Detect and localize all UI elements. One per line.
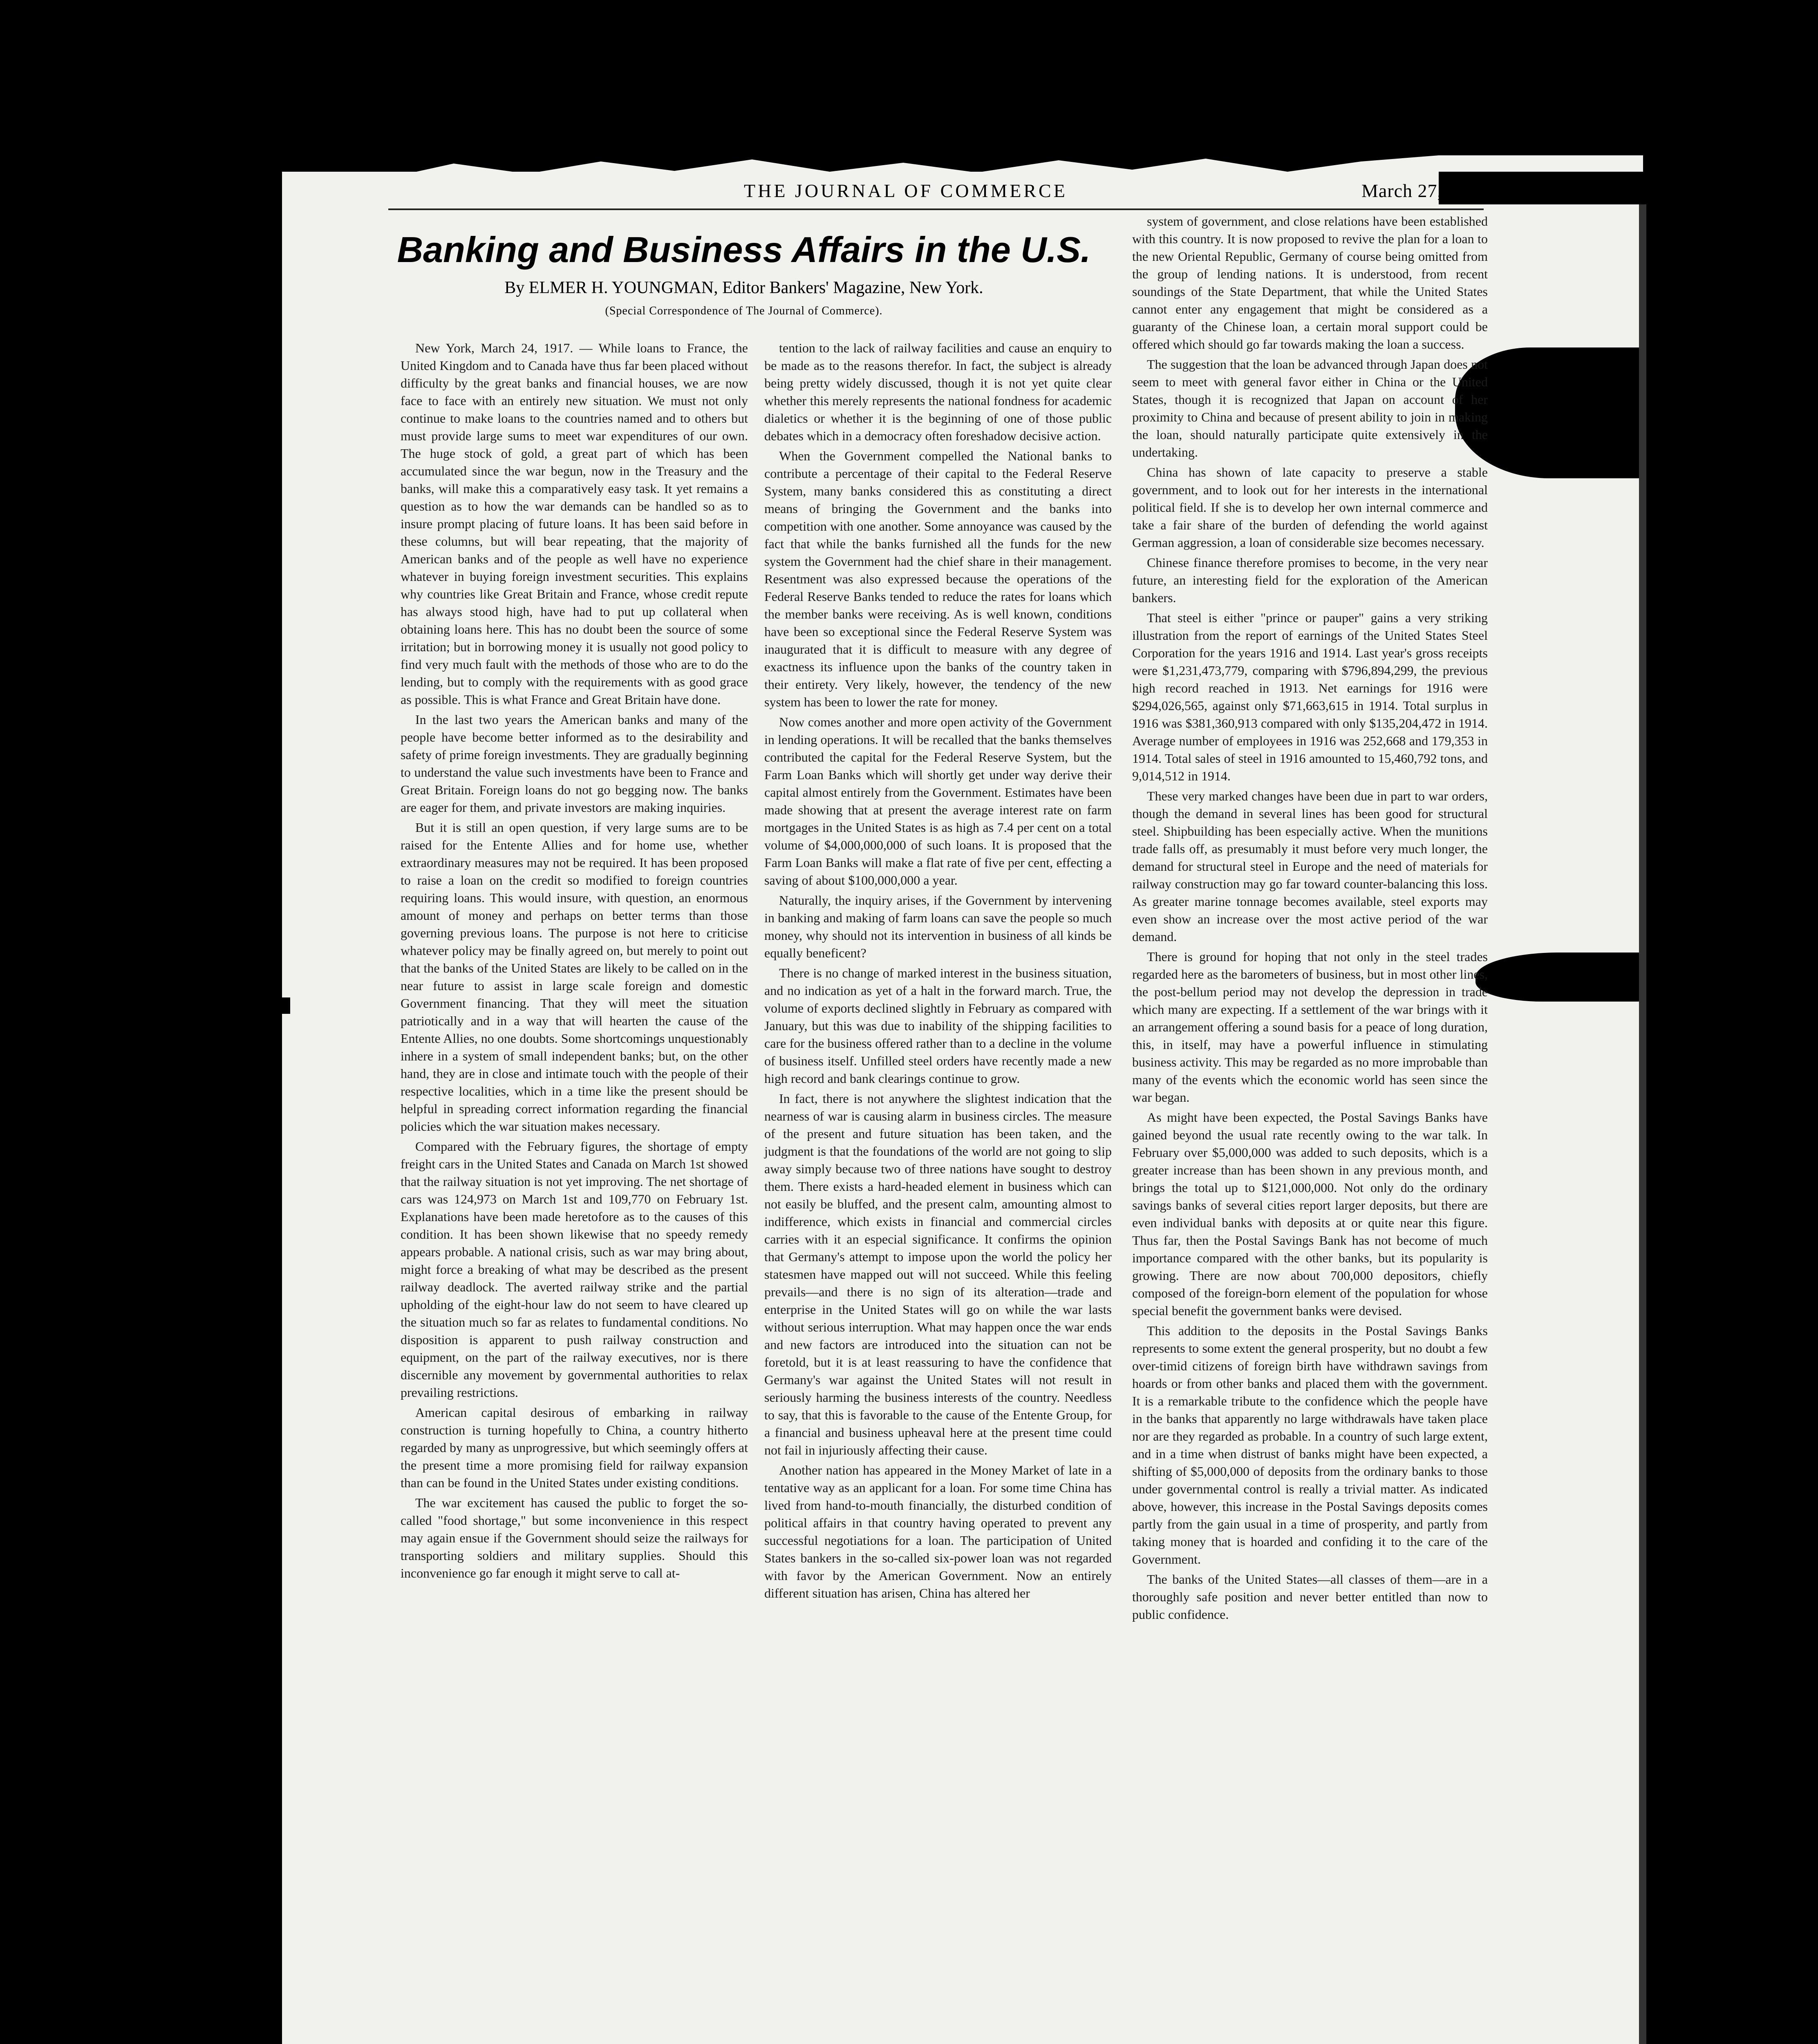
torn-hole (1475, 953, 1643, 1002)
issue-date: March 27, 1917. (1361, 180, 1492, 201)
paragraph: Compared with the February figures, the shortage of empty freight cars in the United States and Canada on March 1st showed that the railway situation is not yet improving. The net shortage of cars was 124,973 on March 1st and 109,770 on February 1st. Explanations have been made heretofore as to the causes of this condition. It has been shown likewise that no speedy remedy appears probable. A national crisis, such as war may bring about, might force a breaking of what may be described as the present railway deadlock. The averted railway strike and the partial upholding of the eight-hour law do not seem to have cleared up the situation much so far as relates to fundamental conditions. No disposition is apparent to push railway construction and equipment, on the part of the railway executives, nor is there discernible any movement by governmental authorities to relax prevailing restrictions. (401, 1139, 748, 1400)
paragraph: system of government, and close relations have been established with this country. It is now proposed to revive the plan for a loan to the new Oriental Republic, Germany of course being omitted from the group of lending nations. It is understood, from recent soundings of the State Department, that while the United States cannot enter any engagement that might be considered as a guaranty of the Chinese loan, a certain moral support could be offered which should go far towards making the loan a success. (1132, 214, 1488, 352)
article-column-3 (1132, 213, 1488, 1626)
header-rule (388, 208, 1484, 210)
paragraph: But it is still an open question, if very large sums are to be raised for the Entente Allies and for home use, whether extraordinary measures may not be required. It has been proposed to raise a loan on the credit so modified to foreign countries requiring loans. This would insure, with question, an enormous amount of money and perhaps on better terms than those governing previous loans. The purpose is not here to criticise whatever policy may be finally agreed on, but merely to point out that the banks of the United States are likely to be called on in the near future to assist in large scale foreign and domestic Government financing. That they will meet the situation patriotically and in a way that will hearten the cause of the Entente Allies, no one doubts. Some shortcomings unquestionably inhere in a system of small independent banks; but, on the other hand, they are in close and intimate touch with the people of their respective localities, which in a time like the present should be helpful in spreading correct information regarding the financial policies which the war situation makes necessary. (401, 820, 748, 1134)
paragraph: The suggestion that the loan be advanced through Japan does not seem to meet with general favor either in China or the United States, though it is recognized that Japan on account of her proximity to China and because of present ability to join in making the loan, should naturally participate quite extensively in the undertaking. (1132, 357, 1488, 459)
torn-notch (282, 997, 290, 1014)
article-byline: By ELMER H. YOUNGMAN, Editor Bankers' Magazine, New York. (504, 278, 983, 297)
masthead (388, 180, 1492, 204)
paragraph: This addition to the deposits in the Postal Savings Banks represents to some extent the general prosperity, but no doubt a few over-timid citizens of foreign birth have withdrawn savings from hoards or from other banks and placed them with the government. It is a remarkable tribute to the confidence which the people have in the banks that apparently no large withdrawals have taken place nor are they regarded as probable. In a country of such large extent, and in a time when distrust of banks might have been expected, a shifting of $5,000,000 of deposits from the ordinary banks to those under governmental control is really a trivial matter. As indicated above, however, this increase in the Postal Savings deposits comes partly from the gain usual in a time of prosperity, and partly from taking money that is hoarded and confiding it to the care of the Government. (1132, 1323, 1488, 1567)
paragraph: These very marked changes have been due in part to war orders, though the demand in several lines has been good for structural steel. Shipbuilding has been especially active. When the munitions trade falls off, as presumably it must before very much longer, the demand for structural steel in Europe and the need of materials for railway construction may go far toward counter-balancing this loss. As greater marine tonnage becomes available, steel exports may even show an increase over the most active period of the war demand. (1132, 789, 1488, 944)
article-dateline-note: (Special Correspondence of The Journal of Commerce). (605, 305, 883, 317)
paragraph: tention to the lack of railway facilities and cause an enquiry to be made as to the reasons therefor. In fact, the subject is already being pretty widely discussed, though it is not yet quite clear whether this merely represents the national fondness for academic dialetics or whether it is the beginning of one of those public debates which in a democracy often foreshadow decisive action. (764, 341, 1112, 443)
paragraph: That steel is either "prince or pauper" gains a very striking illustration from the report of earnings of the United States Steel Corporation for the years 1916 and 1914. Last year's gross receipts were $1,231,473,779, comparing with $796,894,299, the previous high record reached in 1913. Net earnings for 1916 were $294,026,565, against only $71,663,615 in 1914. Total surplus in 1916 was $381,360,913 compared with only $135,204,472 in 1914. Average number of employees in 1916 was 252,668 and 179,353 in 1914. Total sales of steel in 1916 amounted to 15,460,792 tons, and 9,014,512 in 1914. (1132, 610, 1488, 783)
article-column-1 (401, 339, 748, 1585)
paragraph: The banks of the United States—all classes of them—are in a thoroughly safe position and never better entitled than now to public confidence. (1132, 1572, 1488, 1622)
paragraph: When the Government compelled the National banks to contribute a percentage of their capital to the Federal Reserve System, many banks considered this as constituting a direct means of bringing the Government and the banks into competition with one another. Some annoyance was caused by the fact that while the banks furnished all the funds for the new system the Government had the chief share in their management. Resentment was also expressed because the operations of the Federal Reserve Banks tended to reduce the rates for loans which the member banks were receiving. As is well known, conditions have been so exceptional since the Federal Reserve System was inaugurated that it is difficult to measure with any degree of exactness its influence upon the banks of the country taken in their entirety. Very likely, however, the tendency of the new system has been to lower the rate for money. (764, 448, 1112, 709)
paragraph: China has shown of late capacity to preserve a stable government, and to look out for her interests in the international political field. If she is to develop her own internal commerce and take a fair share of the burden of defending the world against German aggression, a loan of considerable size becomes necessary. (1132, 465, 1488, 550)
paragraph: Chinese finance therefore promises to become, in the very near future, an interesting field for the exploration of the American bankers. (1132, 555, 1488, 605)
publication-name: THE JOURNAL OF COMMERCE (744, 180, 1068, 201)
page-edge-shadow (1639, 204, 1646, 2044)
paragraph: American capital desirous of embarking in railway construction is turning hopefully to China, a country hitherto regarded by many as unprogressive, but which seemingly offers at the present time a more promising field for railway expansion than can be found in the United States under existing conditions. (401, 1405, 748, 1490)
article-column-2 (764, 339, 1112, 1605)
paragraph: In fact, there is not anywhere the slightest indication that the nearness of war is causing alarm in business circles. The measure of the present and future situation has been taken, and the judgment is that the foundations of the world are not going to slip away simply because two of three nations have sought to destroy them. There exists a hard-headed element in business which can not easily be bluffed, and the present calm, amounting almost to indifference, which exists in financial and commercial circles carries with it an especial significance. It confirms the opinion that Germany's attempt to impose upon the world the policy her statesmen have mapped out will not succeed. While this feeling prevails—and there is no sign of its alteration—trade and enterprise in the United States will go on while the war lasts without serious interruption. What may happen once the war ends and new factors are introduced into the situation can not be foretold, but it is at least reassuring to have the confidence that Germany's war against the United States will not result in seriously harming the business interests of the country. Needless to say, that this is favorable to the cause of the Entente Group, for a financial and business upheaval here at the present time could not fail in injuriously affecting their cause. (764, 1091, 1112, 1457)
paragraph: Now comes another and more open activity of the Government in lending operations. It will be recalled that the banks themselves contributed the capital for the Federal Reserve System, but the Farm Loan Banks which will shortly get under way derive their capital almost entirely from the Government. Estimates have been made showing that at present the average interest rate on farm mortgages in the United States is as high as 7.4 per cent on a total volume of $4,000,000,000 of such loans. It is proposed that the Farm Loan Banks will make a flat rate of five per cent, effecting a saving of about $100,000,000 a year. (764, 715, 1112, 888)
paragraph: The war excitement has caused the public to forget the so-called "food shortage," but some inconvenience in this respect may again ensue if the Government should seize the railways for transporting soldiers and military supplies. Should this inconvenience go far enough it might serve to call at- (401, 1495, 748, 1580)
paragraph: Naturally, the inquiry arises, if the Government by intervening in banking and making of farm loans can save the people so much money, why should not its intervention in business of all kinds be equally beneficent? (764, 893, 1112, 960)
paragraph: As might have been expected, the Postal Savings Banks have gained beyond the usual rate recently owing to the war talk. In February over $5,000,000 was added to such deposits, which is a greater increase than has been shown in any previous month, and brings the total up to $121,000,000. Not only do the ordinary savings banks of several cities report larger deposits, but there are even individual banks with deposits at or quite near this figure. Thus far, then the Postal Savings Bank has not become of much importance compared with the other banks, but its popularity is growing. There are now about 700,000 depositors, chiefly composed of the foreign-born element of the population for whose special benefit the government banks were devised. (1132, 1110, 1488, 1318)
paragraph: In the last two years the American banks and many of the people have become better informed as to the desirability and safety of prime foreign investments. They are gradually beginning to understand the value such investments have been to France and Great Britain. Foreign loans do not go begging now. The banks are eager for them, and private investors are making inquiries. (401, 712, 748, 815)
paragraph: Another nation has appeared in the Money Market of late in a tentative way as an applicant for a loan. For some time China has lived from hand-to-mouth financially, the disturbed condition of political affairs in that country having operated to prevent any successful negotiations for a loan. The participation of United States bankers in the so-called six-power loan was not regarded with favor by the American Government. Now an entirely different situation has arisen, China has altered her (764, 1463, 1112, 1600)
paragraph: New York, March 24, 1917. — While loans to France, the United Kingdom and to Canada have thus far been placed without difficulty by the great banks and financial houses, we are now face to face with an entirely new situation. We must not only continue to make loans to the countries named and to others but must provide large sums to meet war expenditures of our own. The huge stock of gold, a great part of which has been accumulated since the war begun, now in the Treasury and the banks, will make this a comparatively easy task. It yet remains a question as to how the war demands can be handled so as to insure prompt placing of future loans. It has been said before in these columns, but will bear repeating, that the majority of American banks and of the people as well have no experience whatever in buying foreign investment securities. This explains why countries like Great Britain and France, whose credit repute has always stood high, have had to put up collateral when obtaining loans here. This has no doubt been the source of some irritation; but in borrowing money it is usually not good policy to find very much fault with the methods of those who are to do the lending, but to comply with the requirements with as good grace as possible. This is what France and Great Britain have done. (401, 341, 748, 707)
paragraph: There is ground for hoping that not only in the steel trades regarded here as the barometers of business, but in most other lines, the post-bellum period may not develop the depression in trade which many are expecting. If a settlement of the war brings with it an arrangement offering a sound basis for a peace of long duration, this, in itself, may have a powerful influence in stimulating business activity. This may be regarded as no more improbable than many of the events which the economic world has seen since the war began. (1132, 949, 1488, 1105)
article-title: Banking and Business Affairs in the U.S. (397, 229, 1091, 270)
paragraph: There is no change of marked interest in the business situation, and no indication as yet of a halt in the forward march. True, the volume of exports declined slightly in February as compared with January, but this was due to inability of the shipping facilities to care for the business offered rather than to a decline in the volume of business itself. Unfilled steel orders have recently made a new high record and bank clearings continue to grow. (764, 966, 1112, 1086)
